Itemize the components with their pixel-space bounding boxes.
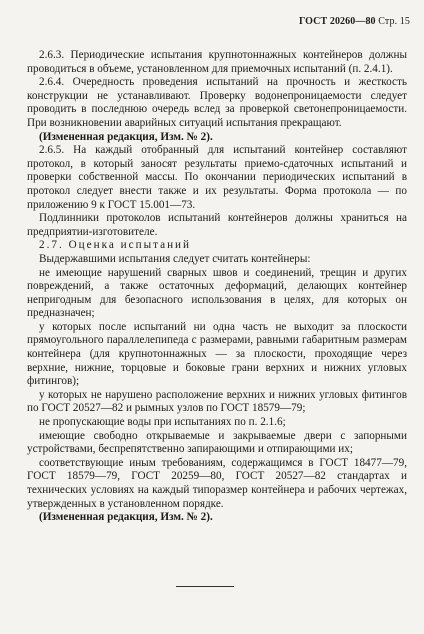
document-body: [27, 49, 407, 525]
criteria-intro: Выдержавшими испытания следует считать контейнеры:: [39, 252, 311, 265]
protocol-storage: Подлинники протоколов испытаний контейнеров должны храниться на предприятии-изготовителе.: [27, 212, 407, 238]
amendment-note: (Измененная редакция, Изм. № 2).: [39, 130, 213, 143]
amendment-note: (Измененная редакция, Изм. № 2).: [39, 511, 213, 524]
criterion-item: у которых не нарушено расположение верхних и нижних угловых фитингов по ГОСТ 20527—82 и рымных узлов по ГОСТ 18579—79;: [27, 388, 407, 415]
clause-2-6-5: 2.6.5. На каждый отобранный для испытаний контейнер составляют протокол, в который заносят результаты приемо-сдаточных испытаний и проверки собственной массы. По окончании периодических испытаний в протокол следует внести также и их результаты. Форма протокола — по приложению 9 к ГОСТ 15.001—73.: [27, 144, 407, 211]
criterion-item: у которых после испытаний ни одна часть не выходит за плоскости прямоугольного параллелепипеда с размерами, равными габаритным размерам контейнера (для крупнотоннажных — за плоскости, проходящие через верхние, нижние, торцовые и боковые грани верхних и нижних угловых фитингов);: [27, 320, 407, 388]
standard-number: ГОСТ 20260—80: [298, 16, 376, 27]
criterion-item: не пропускающие воды при испытаниях по п. 2.1.6;: [39, 416, 286, 429]
end-divider: [176, 586, 234, 587]
section-heading: 2.7. Оценка испытаний: [39, 239, 192, 252]
page-number: Стр. 15: [378, 16, 410, 27]
criterion-item: имеющие свободно открываемые и закрываемые двери с запорными устройствами, беспрепятственно запирающими и отпирающими их;: [27, 429, 407, 456]
page-header: [299, 16, 410, 27]
criterion-item: соответствующие иным требованиям, содержащимся в ГОСТ 18477—79, ГОСТ 18579—79, ГОСТ 20259—80, ГОСТ 20527—82 стандартах и технических условиях на каждый типоразмер контейнера и рабочих чертежах, утвержденных в установленном порядке.: [27, 456, 407, 510]
clause-2-6-4: 2.6.4. Очередность проведения испытаний на прочность и жесткость конструкции не устанавливают. Проверку водонепроницаемости следует проводить в последнюю очередь вслед за проверкой светонепроницаемости. При возникновении аварийных ситуаций испытания прекращают.: [27, 76, 407, 129]
criterion-item: не имеющие нарушений сварных швов и соединений, трещин и других повреждений, а также остаточных деформаций, делающих контейнер непригодным для безопасного использования в целях, для которых он предназначен;: [27, 266, 407, 320]
clause-2-6-3: 2.6.3. Периодические испытания крупнотоннажных контейнеров должны проводиться в объеме, установленном для приемочных испытаний (п. 2.4.1).: [27, 49, 407, 75]
